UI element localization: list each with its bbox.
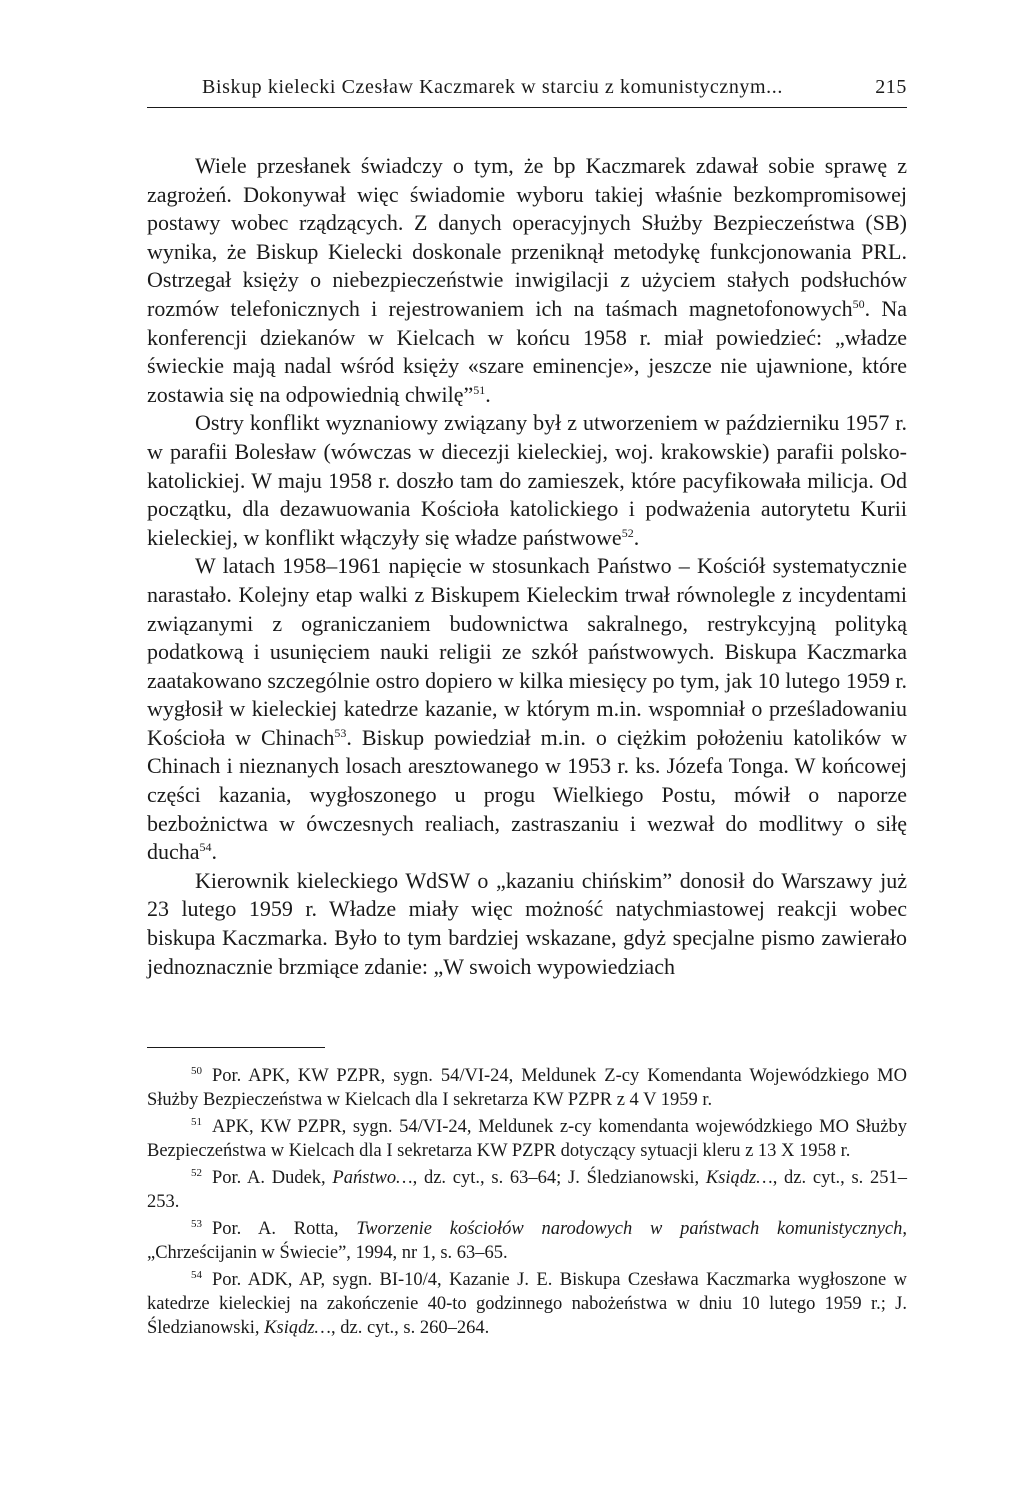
footnote-53: [147, 1217, 907, 1265]
footnote-number: 54: [191, 1268, 202, 1281]
footnote-ref-51: 51: [473, 382, 486, 397]
footnote-text: , dz. cyt., s. 251–253.: [147, 1167, 907, 1213]
paragraph-text: W latach 1958–1961 napięcie w stosunkach Państwo – Kościół systematycznie narastało. Kolejny etap walki z Biskupem Kieleckim trwał równolegle z incydentami związanymi z ograniczaniem budownictwa sakralnego, restrykcyjną polityką podatkową i usunięciem nauki religii ze szkół państwowych. Biskupa Kaczmarka zaatakowano szczególnie ostro dopiero w kilka miesięcy po tym, jak 10 lutego 1959 r. wygłosił w kieleckiej katedrze kazanie, w którym m.in. wspomniał o prześladowaniu Kościoła w Chinach: [147, 553, 907, 750]
footnote-50: [147, 1064, 907, 1112]
footnote-separator: [147, 1047, 325, 1048]
footnote-number: 52: [191, 1166, 202, 1179]
paragraph-text: Kierownik kieleckiego WdSW o „kazaniu chińskim” donosił do Warszawy już 23 lutego 1959 r. Władze miały więc możność natychmiastowej reakcji wobec biskupa Kaczmarka. Było to tym bardziej wskazane, gdyż specjalne pismo zawierało jednoznacznie brzmiące zdanie: „W swoich wypowiedziach: [147, 867, 907, 979]
header-rule: [147, 107, 907, 108]
footnote-text: APK, KW PZPR, sygn. 54/VI-24, Meldunek z-cy komendanta wojewódzkiego MO Służby Bezpieczeństwa w Kielcach dla I sekretarza KW PZPR dotyczący sytuacji kleru z 13 X 1958 r.: [147, 1116, 907, 1162]
main-text: [147, 152, 907, 981]
footnote-text: , dz. cyt., s. 260–264.: [330, 1318, 490, 1339]
footnotes: [147, 1064, 907, 1343]
footnote-52: [147, 1166, 907, 1214]
paragraph-4: [147, 867, 907, 981]
paragraph-2: [147, 409, 907, 552]
footnote-ref-54: 54: [199, 840, 212, 855]
paragraph-text: . Biskup powiedział m.in. o ciężkim położeniu katolików w Chinach i nieznanych losach aresztowanego w 1953 r. ks. Józefa Tonga. W końcowej części kazania, wygłoszonego u progu Wielkiego Postu, mówił o naporze bezbożnictwa w ówczesnych realiach, zastraszaniu i wezwał do modlitwy o siłę ducha: [147, 724, 907, 865]
paragraph-text: . Na konferencji dziekanów w Kielcach w końcu 1958 r. miał powiedzieć: „władze świeckie mają nadal wśród księży «szare eminencje», jeszcze nie ujawnione, które zostawia się na odpowiednią chwilę”: [147, 295, 907, 407]
page-number: 215: [875, 76, 907, 98]
footnote-text: , dz. cyt., s. 63–64; J. Śledzianowski,: [412, 1167, 706, 1188]
footnote-number: 51: [191, 1115, 202, 1128]
paragraph-text: Wiele przesłanek świadczy o tym, że bp Kaczmarek zdawał sobie sprawę z zagrożeń. Dokonywał więc świadomie wyboru takiej właśnie bezkompromisowej postawy wobec rządzących. Z danych operacyjnych Służby Bezpieczeństwa (SB) wynika, że Biskup Kielecki doskonale przeniknął metodykę funkcjonowania PRL. Ostrzegał księży o niebezpieczeństwie inwigilacji z użyciem stałych podsłuchów rozmów telefonicznych i rejestrowaniem ich na taśmach magnetofonowych: [147, 153, 907, 321]
paragraph-3: [147, 552, 907, 867]
footnote-text: Por. A. Dudek,: [212, 1167, 333, 1188]
footnote-text: , „Chrześcijanin w Świecie”, 1994, nr 1, s. 63–65.: [147, 1218, 907, 1263]
footnote-text: Por. ADK, AP, sygn. BI-10/4, Kazanie J. E. Biskupa Czesława Kaczmarka wygłoszone w katedrze kieleckiej na zakończenie 40-to godzinnego nabożeństwa w dniu 10 lutego 1959 r.; J. Śledzianowski,: [147, 1269, 907, 1339]
footnote-title-italic: Państwo…: [332, 1167, 413, 1188]
footnote-ref-50: 50: [852, 296, 865, 311]
paragraph-text: .: [485, 381, 491, 407]
paragraph-text: .: [633, 524, 640, 550]
running-head: [147, 72, 907, 104]
footnote-51: [147, 1115, 907, 1163]
paragraph-text: Ostry konflikt wyznaniowy związany był z utworzeniem w październiku 1957 r. w parafii Bolesław (wówczas w diecezji kieleckiej, woj. krakowskie) parafii polsko-katolickiej. W maju 1958 r. doszło tam do zamieszek, które pacyfikowała milicja. Od początku, dla dezawuowania Kościoła katolickiego i podważenia autorytetu Kurii kieleckiej, w konflikt włączyły się władze państwowe: [147, 410, 907, 550]
footnote-ref-52: 52: [621, 525, 634, 540]
footnote-title-italic: Tworzenie kościołów narodowych w państwach komunistycznych: [356, 1218, 903, 1239]
footnote-title-italic: Ksiądz…: [264, 1318, 331, 1339]
footnote-number: 53: [191, 1217, 202, 1230]
paragraph-1: [147, 152, 907, 409]
footnote-text: Por. A. Rotta,: [212, 1218, 357, 1239]
footnote-text: Por. APK, KW PZPR, sygn. 54/VI-24, Meldunek Z-cy Komendanta Wojewódzkiego MO Służby Bezpieczeństwa w Kielcach dla I sekretarza KW PZPR z 4 V 1959 r.: [147, 1066, 907, 1111]
paragraph-text: .: [211, 839, 218, 865]
footnote-title-italic: Ksiądz…: [705, 1167, 773, 1188]
footnote-ref-53: 53: [334, 725, 347, 740]
footnote-number: 50: [191, 1065, 202, 1077]
footnote-54: [147, 1268, 907, 1341]
running-head-title: Biskup kielecki Czesław Kaczmarek w starciu z komunistycznym...: [202, 76, 783, 98]
